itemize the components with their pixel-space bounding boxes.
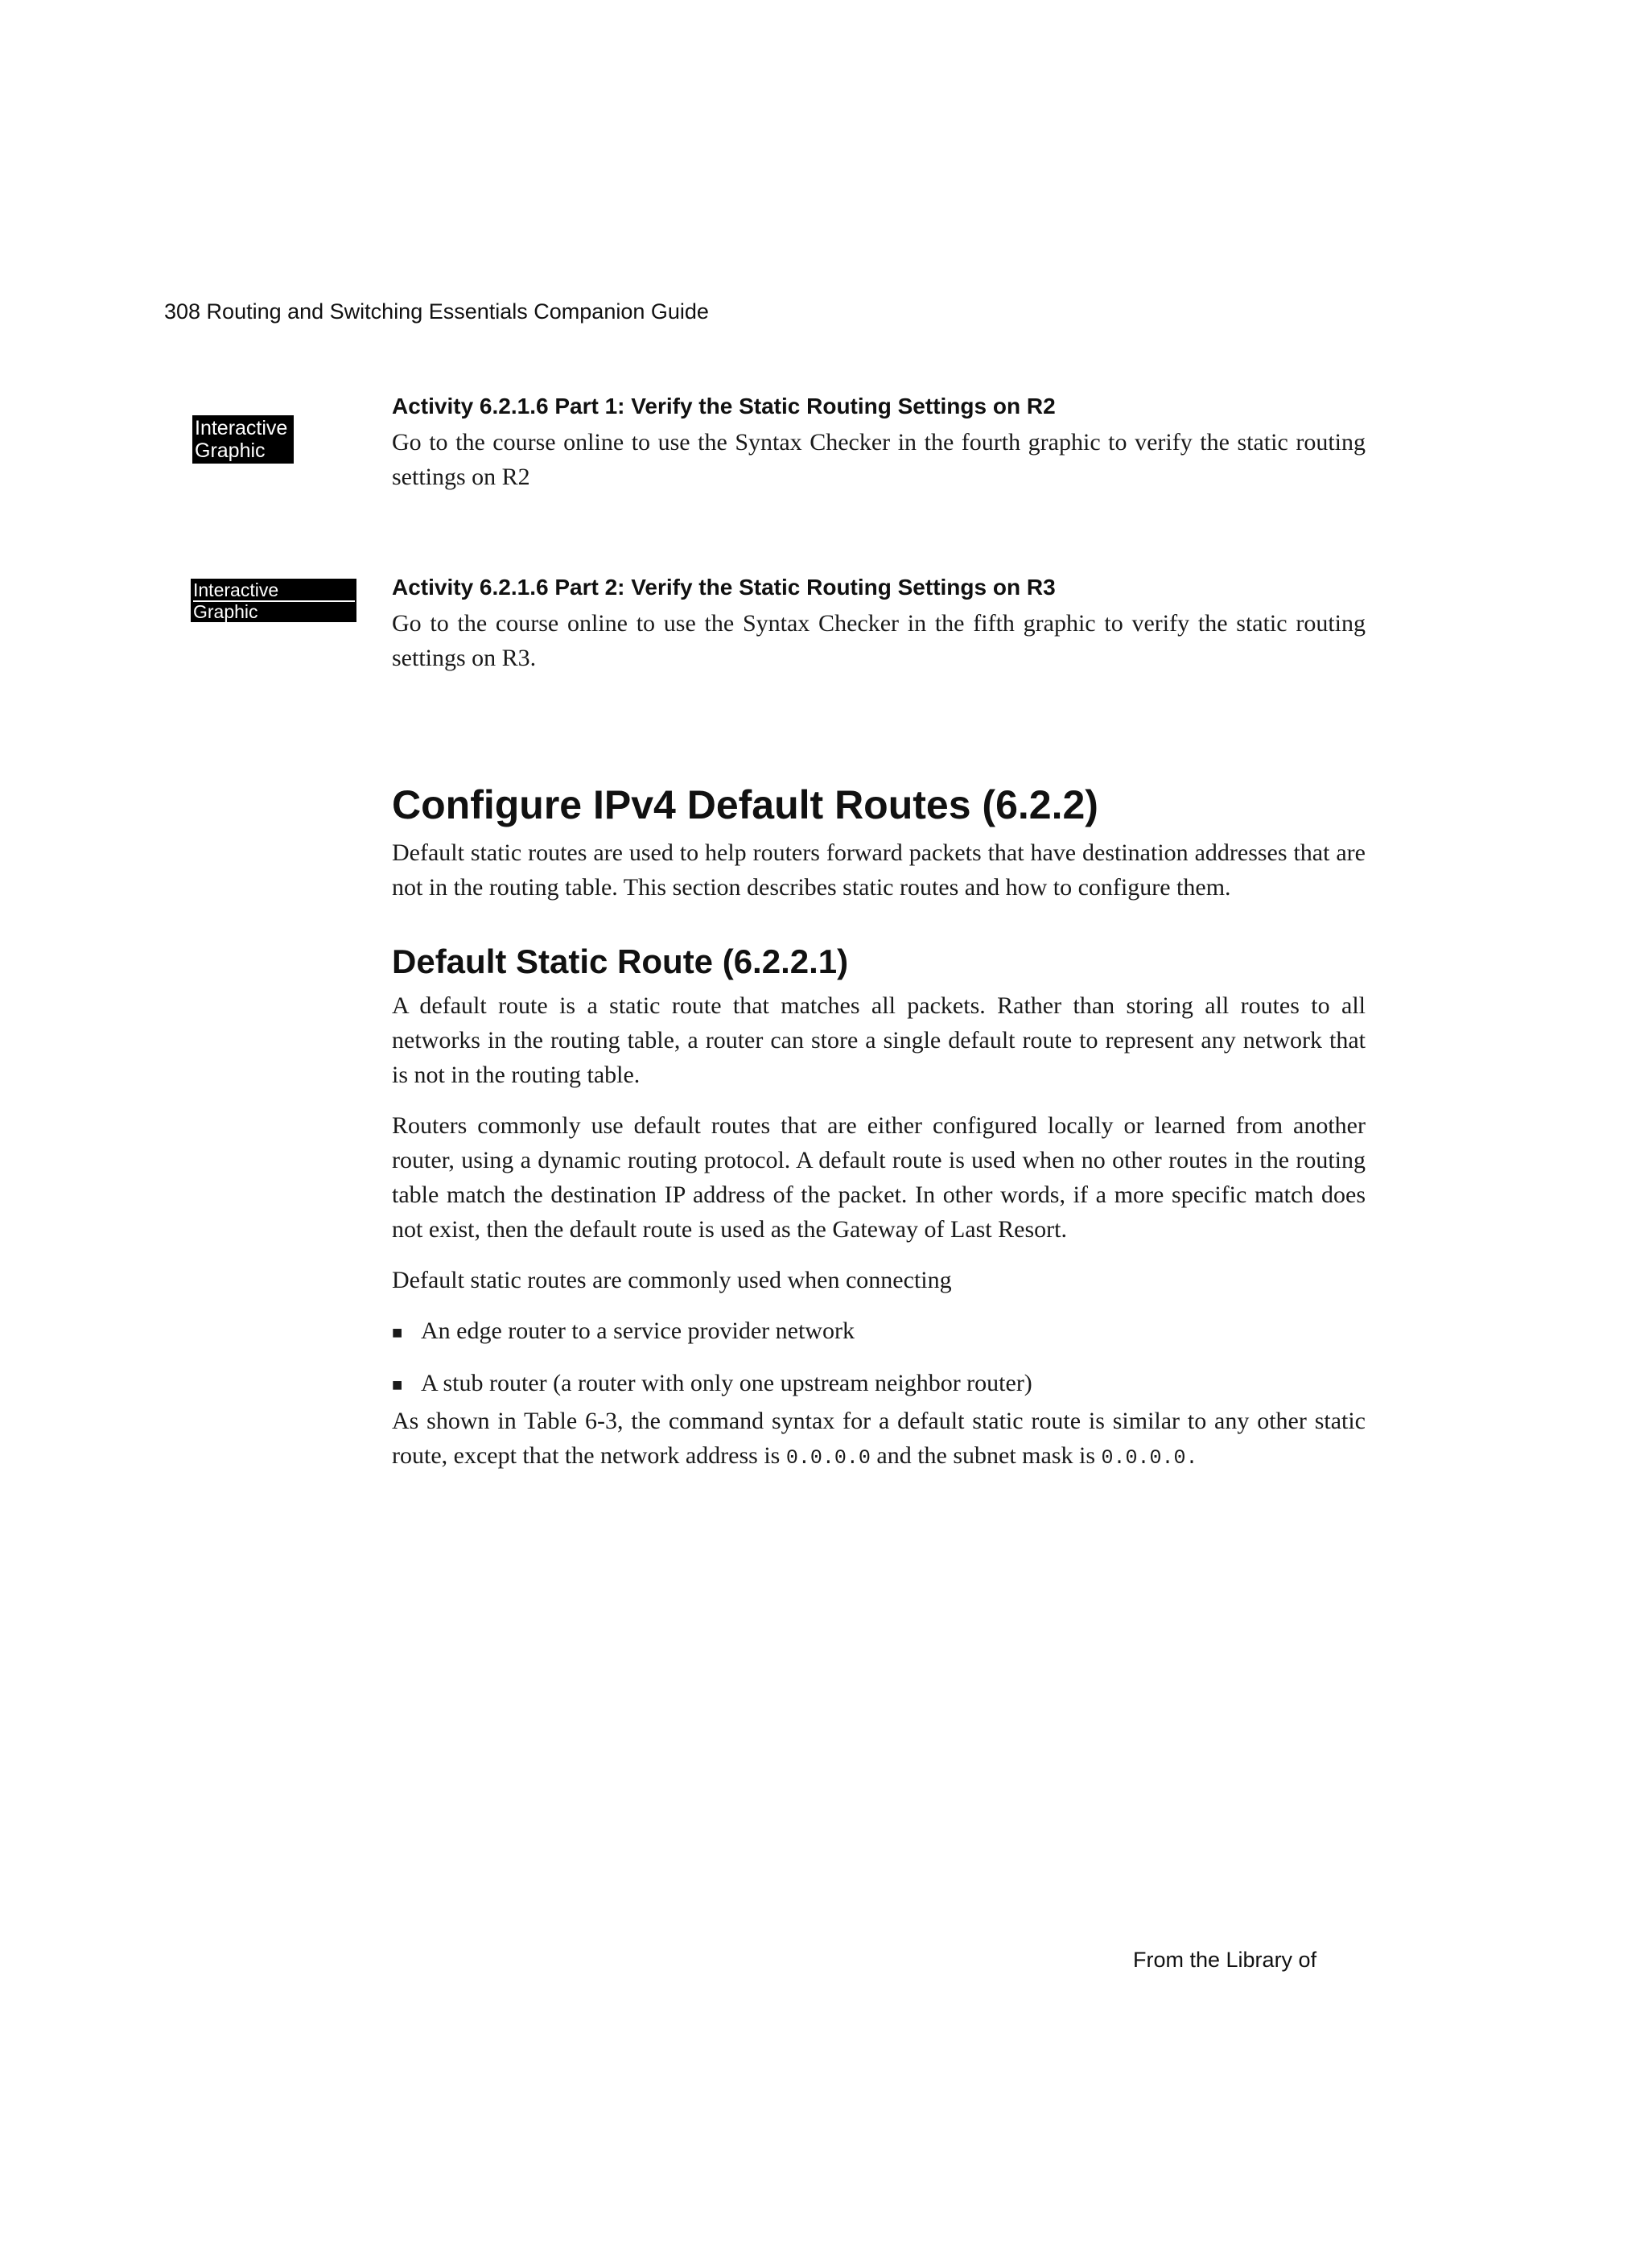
activity-body: Go to the course online to use the Syntax Checker in the fourth graphic to verify the static routing settings on R2 <box>392 429 1366 490</box>
badge-line2: Graphic <box>195 439 266 462</box>
activity-block <box>392 393 1366 494</box>
activity-title: Activity 6.2.1.6 Part 1: Verify the Static Routing Settings on R2 <box>392 394 1056 419</box>
activity-block <box>392 574 1366 675</box>
section-heading: Configure IPv4 Default Routes (6.2.2) <box>392 782 1098 827</box>
paragraph <box>392 1404 1366 1475</box>
paragraph: Routers commonly use default routes that are either configured locally or learned from another router, using a dynamic routing protocol. A default route is used when no other routes in the routing table match the destination IP address of the packet. In other words, if a more specific match does not exist, then the default route is used as the Gateway of Last Resort. <box>392 1112 1366 1243</box>
paragraph: Default static routes are commonly used when connecting <box>392 1267 952 1293</box>
network-address-code: 0.0.0.0 <box>785 1446 871 1470</box>
section-default-routes <box>392 781 1366 1491</box>
paragraph-text: and the subnet mask is <box>870 1442 1102 1469</box>
paragraph: A default route is a static route that matches all packets. Rather than storing all routes to all networks in the routing table, a router can store a single default route to represent any network that is not in the routing table. <box>392 992 1366 1088</box>
list-item-text: A stub router (a router with only one upstream neighbor router) <box>421 1370 1032 1396</box>
badge-line2: Graphic <box>193 601 258 622</box>
list-item-text: An edge router to a service provider network <box>421 1318 855 1344</box>
list-item <box>392 1313 1366 1350</box>
activity-title: Activity 6.2.1.6 Part 2: Verify the Static Routing Settings on R3 <box>392 575 1056 600</box>
subsection-heading: Default Static Route (6.2.2.1) <box>392 942 849 980</box>
badge-line1: Interactive <box>193 580 355 602</box>
running-head: 308 Routing and Switching Essentials Companion Guide <box>164 299 709 324</box>
interactive-graphic-badge <box>191 579 356 622</box>
bullet-icon: ■ <box>392 1322 403 1342</box>
paragraph-text: As shown in Table 6-3, the command syntax for a default static route is similar to any other static route, except that the network address is <box>392 1408 1366 1469</box>
bullet-icon: ■ <box>392 1375 403 1395</box>
badge-line1: Interactive <box>195 417 288 439</box>
section-intro: Default static routes are used to help routers forward packets that have destination addresses that are not in the routing table. This section describes static routes and how to configure them. <box>392 839 1366 901</box>
activity-body: Go to the course online to use the Syntax Checker in the fifth graphic to verify the static routing settings on R3. <box>392 610 1366 671</box>
list-item <box>392 1366 1366 1402</box>
footer-library-note: From the Library of <box>1133 1948 1317 1972</box>
subnet-mask-code: 0.0.0.0. <box>1101 1446 1198 1470</box>
interactive-graphic-badge <box>192 415 294 464</box>
